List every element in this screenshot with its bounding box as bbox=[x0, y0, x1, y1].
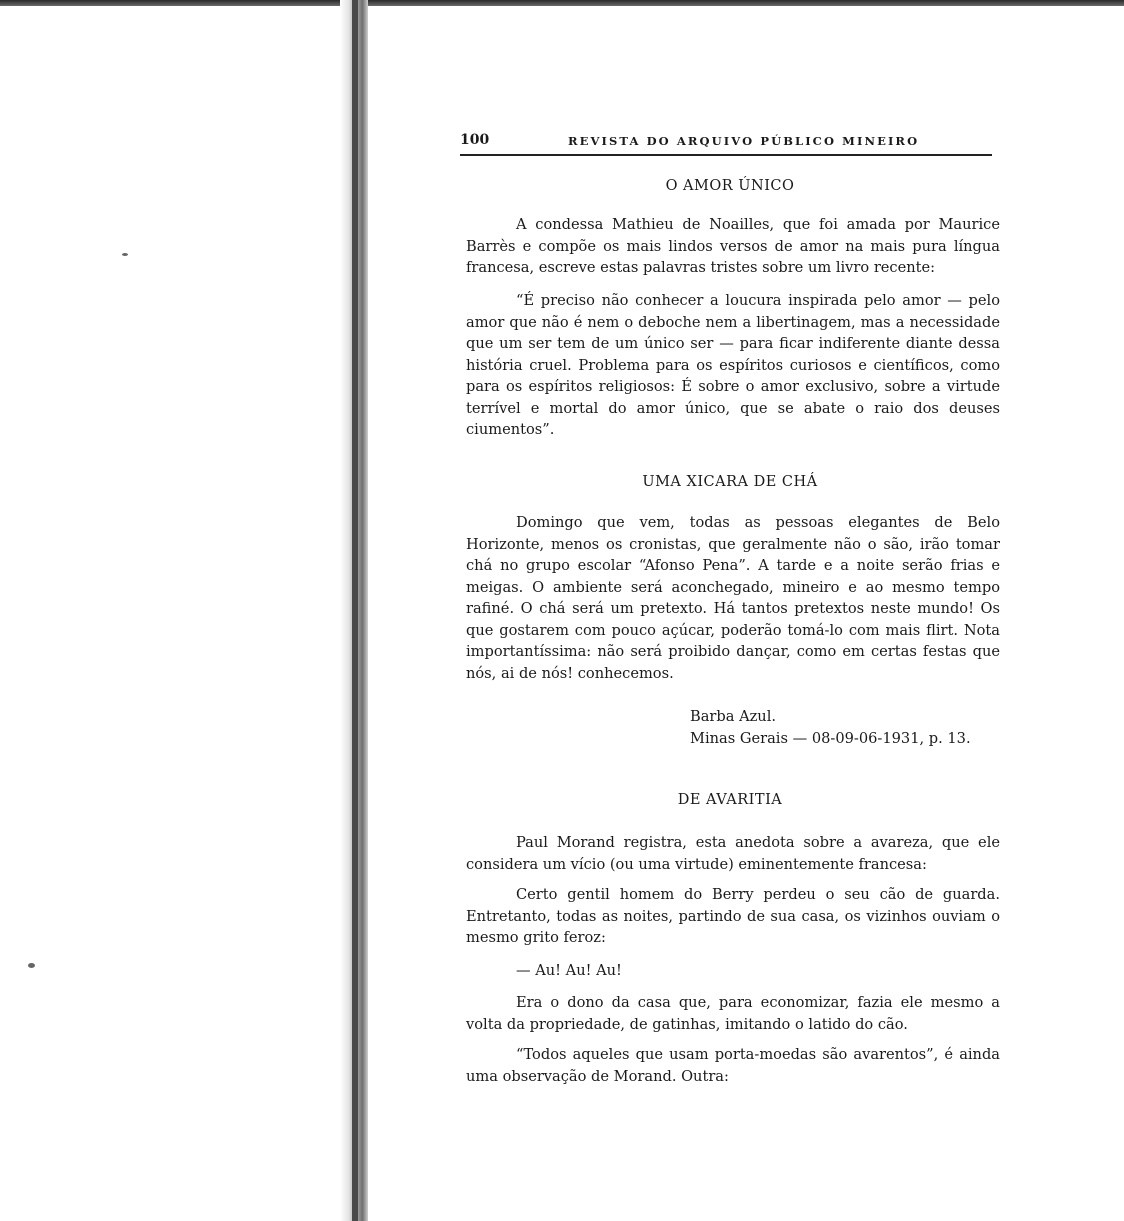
paragraph: — Au! Au! Au! bbox=[516, 962, 622, 979]
section-title-xicara-de-cha: UMA XICARA DE CHÁ bbox=[642, 474, 818, 490]
scan-speck bbox=[122, 253, 128, 256]
journal-title: REVISTA DO ARQUIVO PÚBLICO MINEIRO bbox=[568, 134, 920, 148]
section-title-de-avaritia: DE AVARITIA bbox=[677, 792, 783, 808]
page-number: 100 bbox=[460, 132, 490, 148]
scan-top-edge bbox=[0, 0, 1124, 6]
paragraph: A condessa Mathieu de Noailles, que foi amada por Maurice Barrès e compõe os mais lindos versos de amor na mais pura língua francesa, escreve estas palavras tristes sobre um livro recente: bbox=[466, 216, 1000, 276]
paragraph: “É preciso não conhecer a loucura inspirada pelo amor — pelo amor que não é nem o deboche nem a libertinagem, mas a necessidade que um ser tem de um único ser — para ficar indiferente diante dessa história cruel. Problema para os espíritos curiosos e científicos, como para os espíritos religiosos: É sobre o amor exclusivo, sobre a virtude terrível e mortal do amor único, que se abate o raio dos deuses ciumentos”. bbox=[466, 292, 1000, 438]
signature: Barba Azul. bbox=[690, 708, 777, 725]
source-citation: Minas Gerais — 08-09-06-1931, p. 13. bbox=[690, 730, 971, 747]
running-header bbox=[460, 128, 992, 156]
scan-speck bbox=[28, 963, 35, 968]
paragraph: “Todos aqueles que usam porta-moedas são avarentos”, é ainda uma observação de Morand. Outra: bbox=[466, 1046, 1000, 1085]
section-title-amor-unico: O AMOR ÚNICO bbox=[665, 178, 795, 194]
paragraph: Paul Morand registra, esta anedota sobre a avareza, que ele considera um vício (ou uma virtude) eminentemente francesa: bbox=[466, 834, 1000, 873]
book-binding-edge bbox=[352, 0, 358, 1221]
paragraph: Era o dono da casa que, para economizar, fazia ele mesmo a volta da propriedade, de gatinhas, imitando o latido do cão. bbox=[466, 994, 1000, 1033]
paragraph: Certo gentil homem do Berry perdeu o seu cão de guarda. Entretanto, todas as noites, partindo de sua casa, os vizinhos ouviam o mesmo grito feroz: bbox=[466, 886, 1000, 946]
paragraph: Domingo que vem, todas as pessoas elegantes de Belo Horizonte, menos os cronistas, que geralmente não o são, irão tomar chá no grupo escolar “Afonso Pena”. A tarde e a noite serão frias e meigas. O ambiente será aconchegado, mineiro e ao mesmo tempo rafiné. O chá será um pretexto. Há tantos pretextos neste mundo! Os que gostarem com pouco açúcar, poderão tomá-lo com mais flirt. Nota importantíssima: não será proibido dançar, como em certas festas que nós, ai de nós! conhecemos. bbox=[466, 514, 1000, 682]
